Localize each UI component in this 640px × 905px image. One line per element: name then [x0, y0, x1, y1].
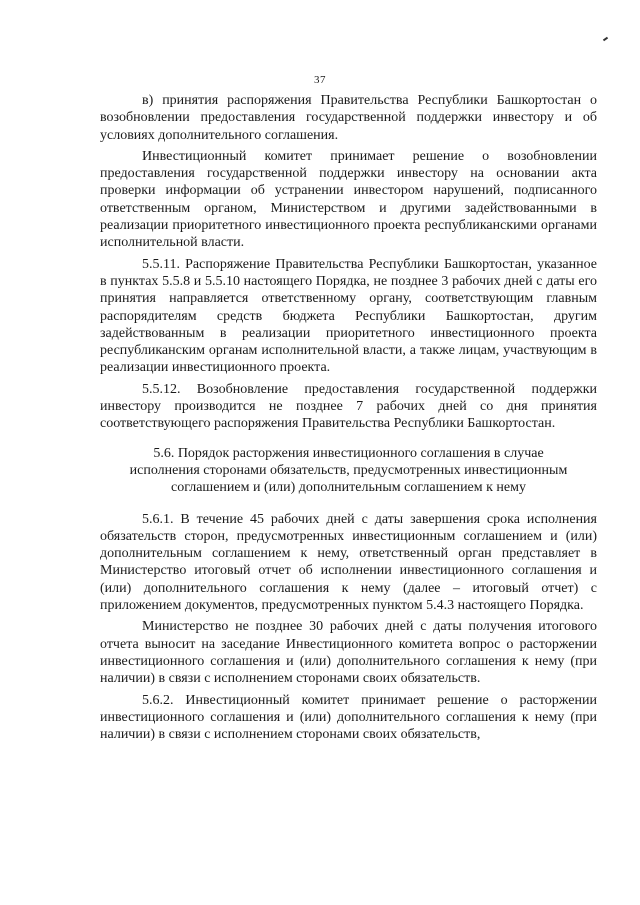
- document-body: [100, 92, 597, 743]
- section-heading-line: соглашением и (или) дополнительным соглашением к нему: [170, 480, 526, 496]
- section-heading: [100, 445, 597, 497]
- paragraph: в) принятия распоряжения Правительства Республики Башкортостан о возобновлении предоставления государственной поддержки инвестору и об условиях дополнительного соглашения.: [100, 93, 597, 143]
- page-number: 37: [314, 74, 326, 86]
- scan-mark: [603, 37, 608, 42]
- paragraph: 5.6.2. Инвестиционный комитет принимает решение о расторжении инвестиционного соглашения и (или) дополнительного соглашения к нему (при наличии) в связи с исполнением сторонами своих обязательств,: [100, 692, 597, 743]
- paragraph: 5.6.1. В течение 45 рабочих дней с даты завершения срока исполнения обязательств сторон, предусмотренных инвестиционным соглашением и (или) дополнительным соглашением к нему, ответственный орган представляет в Министерство итоговый отчет об исполнении инвестиционного соглашения и (или) дополнительного соглашения к нему (далее – итоговый отчет) с приложением документов, предусмотренных пунктом 5.4.3 настоящего Порядка.: [100, 511, 597, 614]
- paragraph: 5.5.12. Возобновление предоставления государственной поддержки инвестору производится не позднее 7 рабочих дней со дня принятия соответствующего распоряжения Правительства Республики Башкортостан.: [100, 381, 597, 432]
- paragraph: Министерство не позднее 30 рабочих дней с даты получения итогового отчета выносит на заседание Инвестиционного комитета вопрос о расторжении инвестиционного соглашения и (или) дополнительного соглашения к нему (при наличии) в связи с исполнением сторонами своих обязательств.: [100, 619, 597, 687]
- paragraph: 5.5.11. Распоряжение Правительства Республики Башкортостан, указанное в пунктах 5.5.8 и 5.5.10 настоящего Порядка, не позднее 3 рабочих дней с даты его принятия направляется ответственному органу, соответствующим главным распорядителям средств бюджета Республики Башкортостан, другим задействованным в реализации приоритетного инвестиционного проекта республиканским органам исполнительной власти, а также лицам, участвующим в реализации инвестиционного проекта.: [100, 256, 597, 376]
- paragraph: Инвестиционный комитет принимает решение о возобновлении предоставления государственной поддержки инвестору на основании акта проверки информации об устранении инвестором нарушений, подписанного ответственным органом, Министерством и другими задействованными в реализации приоритетного инвестиционного проекта республиканскими органами исполнительной власти.: [100, 148, 597, 251]
- section-heading-line: исполнения сторонами обязательств, предусмотренных инвестиционным: [129, 462, 568, 478]
- section-heading-line: 5.6. Порядок расторжения инвестиционного соглашения в случае: [153, 445, 544, 461]
